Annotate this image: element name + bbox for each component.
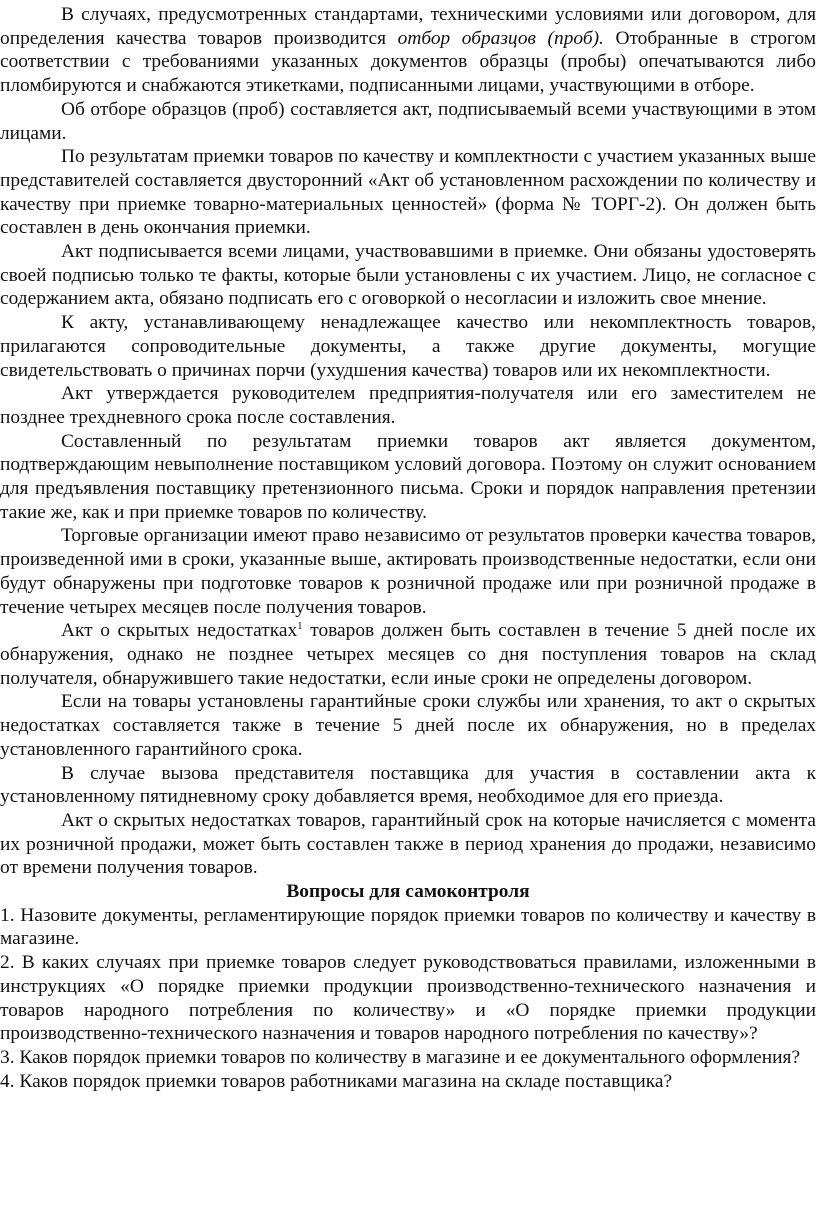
- question-item: 2. В каких случаях при приемке товаров следует руководствоваться правилами, изложенными в инструкциях «О порядке приемки продукции производственно-технического назначения и товаров народного потребления по количеству» и «О порядке приемки продукции производственно-технического назначения и товаров народного потребления по качеству»?: [0, 952, 816, 1045]
- italic-term: отбор образцов (проб).: [397, 27, 604, 49]
- paragraph-sampling-act: Об отборе образцов (проб) составляется акт, подписываемый всеми участвующими в этом лицами.: [0, 98, 816, 144]
- paragraph-act-signing: Акт подписывается всеми лицами, участвовавшими в приемке. Они обязаны удостоверять своей подписью только те факты, которые были установлены с их участием. Лицо, не согласное с содержанием акта, обязано подписать его с оговоркой о несогласии и изложить свое мнение.: [0, 241, 816, 310]
- paragraph-production-defects: Торговые организации имеют право независимо от результатов проверки качества товаров, произведенной ими в сроки, указанные выше, актировать производственные недостатки, если они будут обнаружены при подготовке товаров к розничной продаже или при розничной продаже в течение четырех месяцев после получения товаров.: [0, 525, 816, 618]
- paragraph-retail-warranty: Акт о скрытых недостатках товаров, гарантийный срок на которые начисляется с момента их розничной продажи, может быть составлен также в период хранения до продажи, независимо от времени получения товаров.: [0, 809, 816, 879]
- paragraph-act-claim: Составленный по результатам приемки товаров акт является документом, подтверждающим невыполнение поставщиком условий договора. Поэтому он служит основанием для предъявления поставщику претензионного письма. Сроки и порядок направления претензии такие же, как и при приемке товаров по количеству.: [0, 430, 816, 523]
- paragraph-torg2-act: По результатам приемки товаров по качеству и комплектности с участием указанных выше представителей составляется двусторонний «Акт об установленном расхождении по количеству и качеству при приемке товарно-материальных ценностей» (форма № ТОРГ-2). Он должен быть составлен в день окончания приемки.: [0, 146, 816, 239]
- footnote-marker: 1: [297, 620, 303, 633]
- questions-heading: Вопросы для самоконтроля: [286, 881, 530, 903]
- paragraph-act-approval: Акт утверждается руководителем предприятия-получателя или его заместителем не позднее трехдневного срока после составления.: [0, 383, 816, 428]
- paragraph-warranty: Если на товары установлены гарантийные сроки службы или хранения, то акт о скрытых недостатках составляется также в течение 5 дней после их обнаружения, но в пределах установленного гарантийного срока.: [0, 691, 816, 760]
- question-item: 4. Каков порядок приемки товаров работниками магазина на складе поставщика?: [0, 1070, 673, 1092]
- paragraph-sampling: В случаях, предусмотренных стандартами, техническими условиями или договором, для определения качества товаров производится отбор образцов (проб). Отобранные в строгом соответствии с требованиями указанных документов образцы (пробы) опечатываются либо пломбируются и снабжаются этикетками, подписанными лицами, участвующими в отборе.: [0, 4, 816, 97]
- question-item: 1. Назовите документы, регламентирующие порядок приемки товаров по количеству и качеству в магазине.: [0, 904, 816, 950]
- question-item: 3. Каков порядок приемки товаров по количеству в магазине и ее документального оформления?: [0, 1046, 801, 1068]
- paragraph-act-attachments: К акту, устанавливающему ненадлежащее качество или некомплектность товаров, прилагаются сопроводительные документы, а также другие документы, могущие свидетельствовать о причинах порчи (ухудшения качества) товаров или их некомплектности.: [0, 312, 816, 381]
- paragraph-supplier-visit: В случае вызова представителя поставщика для участия в составлении акта к установленному пятидневному сроку добавляется время, необходимое для его приезда.: [0, 762, 816, 808]
- paragraph-hidden-defects: Акт о скрытых недостатках$^1$ товаров должен быть составлен в течение 5 дней после их обнаружения, однако не позднее четырех месяцев со дня поступления товаров на склад получателя, обнаружившего такие недостатки, если иные сроки не определены договором.: [0, 620, 816, 689]
